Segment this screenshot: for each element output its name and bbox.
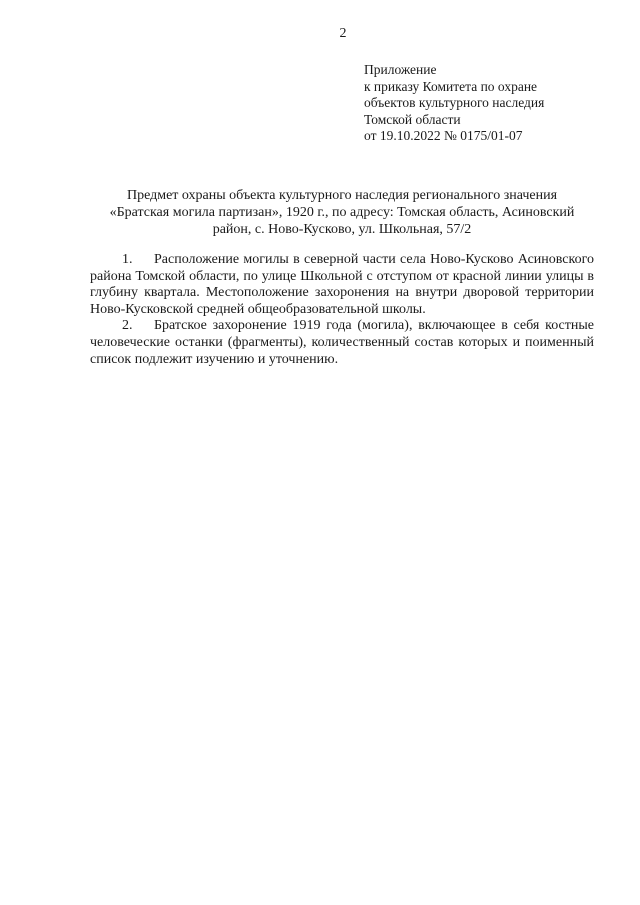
appendix-line: объектов культурного наследия	[364, 95, 545, 110]
item-number: 1.	[122, 252, 133, 267]
appendix-line: к приказу Комитета по охране	[364, 78, 538, 94]
appendix-header	[364, 62, 604, 145]
appendix-line: Приложение	[364, 62, 437, 77]
title-line: «Братская могила партизан», 1920 г., по адресу: Томская область, Асиновский	[109, 205, 575, 220]
order-number: 0175/01-07	[460, 128, 523, 143]
order-number-symbol: №	[443, 128, 457, 143]
item-text: Братское захоронение 1919 года (могила), включающее в себя костные человеческие останки (фрагменты), количественный состав которых и поименный список подлежит изучению и уточнению.	[90, 318, 594, 367]
item-text: Расположение могилы в северной части села Ново-Кусково Асиновского района Томской области, по улице Школьной с отступом от красной линии улицы в глубину квартала. Местоположение захоронения на внутри дворовой территории Ново-Кусковской средней общеобразовательной школы.	[90, 252, 594, 317]
list-item	[90, 318, 594, 368]
title-line: район, с. Ново-Кусково, ул. Школьная, 57/2	[212, 222, 472, 237]
item-number: 2.	[122, 318, 133, 334]
appendix-line: Томской области	[364, 111, 461, 127]
order-reference	[364, 128, 604, 145]
order-prefix: от	[364, 128, 377, 143]
page-number: 2	[339, 26, 347, 41]
title-line: Предмет охраны объекта культурного наследия регионального значения	[126, 188, 558, 203]
document-title	[90, 187, 594, 238]
order-date: 19.10.2022	[379, 128, 441, 143]
protection-items	[90, 252, 594, 368]
list-item	[90, 252, 594, 318]
